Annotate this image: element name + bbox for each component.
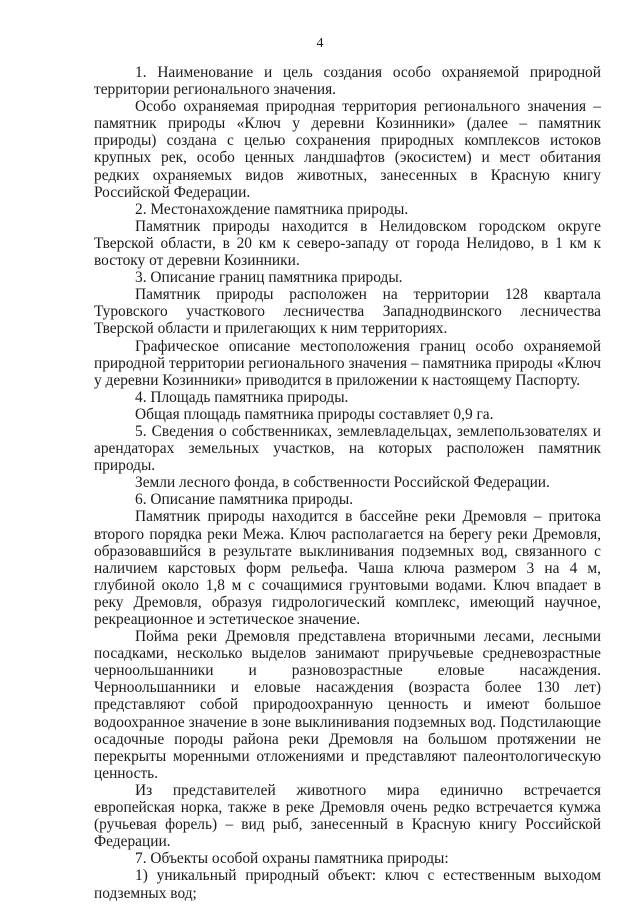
paragraph-fauna: Из представителей животного мира единично встречается европейская норка, также в реке Дремовля очень редко встречается кумжа (ручьевая форель) – вид рыб, занесенный в Красную книгу Российской Федерации. <box>94 781 601 851</box>
section-heading-5: 5. Сведения о собственниках, землевладельцах, землепользователях и арендаторах земельных участков, на которых расположен памятник природы. <box>94 422 601 475</box>
section-heading-1: 1. Наименование и цель создания особо охраняемой природной территории регионального значения. <box>94 64 601 99</box>
section-heading-7: 7. Объекты особой охраны памятника природы: <box>135 850 449 868</box>
paragraph-graphic-description: Графическое описание местоположения границ особо охраняемой природной территории регионального значения – памятника природы «Ключ у деревни Козинники» приводится в приложении к настоящему Паспорту. <box>94 337 601 389</box>
paragraph-floodplain: Пойма реки Дремовля представлена вторичными лесами, лесными посадками, несколько выделов занимают приручьевые средневозрастные черноольшанники и разновозрастные еловые насаждения. Черноольшанники и еловые насаждения (возраста более 130 лет) представляют собой природоохранную ценность и имеют большое водоохранное значение в зоне выклинивания подземных вод. Подстилающие осадочные породы района реки Дремовля на большом протяжении не перекрыты моренными отложениями и представляют палеонтологическую ценность. <box>94 628 601 782</box>
paragraph-owners: Земли лесного фонда, в собственности Российской Федерации. <box>135 474 550 492</box>
paragraph-purpose: Особо охраняемая природная территория регионального значения – памятник природы «Ключ у деревни Козинники» (далее – памятник природы) создана с целью сохранения природных комплексов истоков крупных рек, особо ценных ландшафтов (экосистем) и мест обитания редких охраняемых видов животных, занесенных в Красную книгу Российской Федерации. <box>94 98 601 201</box>
paragraph-area: Общая площадь памятника природы составляет 0,9 га. <box>135 405 494 423</box>
document-body <box>94 64 601 902</box>
paragraph-protected-object-1: 1) уникальный природный объект: ключ с естественным выходом подземных вод; <box>94 867 601 902</box>
page-number: 4 <box>316 36 324 51</box>
section-heading-3: 3. Описание границ памятника природы. <box>135 269 403 287</box>
paragraph-location: Памятник природы находится в Нелидовском городском округе Тверской области, в 20 км к северо-западу от города Нелидово, в 1 км к востоку от деревни Козинники. <box>94 217 601 270</box>
section-heading-6: 6. Описание памятника природы. <box>135 491 354 509</box>
paragraph-description: Памятник природы находится в бассейне реки Дремовля – притока второго порядка реки Межа. Ключ располагается на берегу реки Дремовля, образовавшийся в результате выклинивания подземных вод, связанного с наличием карстовых форм рельефа. Чаша ключа размером 3 на 4 м, глубиной около 1,8 м с сочащимися грунтовыми водами. Ключ впадает в реку Дремовля, образуя гидрологический комплекс, имеющий научное, рекреационное и эстетическое значение. <box>94 508 601 628</box>
section-heading-4: 4. Площадь памятника природы. <box>135 388 349 406</box>
section-heading-2: 2. Местонахождение памятника природы. <box>135 200 409 218</box>
paragraph-boundaries: Памятник природы расположен на территории 128 квартала Туровского участкового лесничества Западнодвинского лесничества Тверской области и прилегающих к ним территориях. <box>94 286 601 338</box>
